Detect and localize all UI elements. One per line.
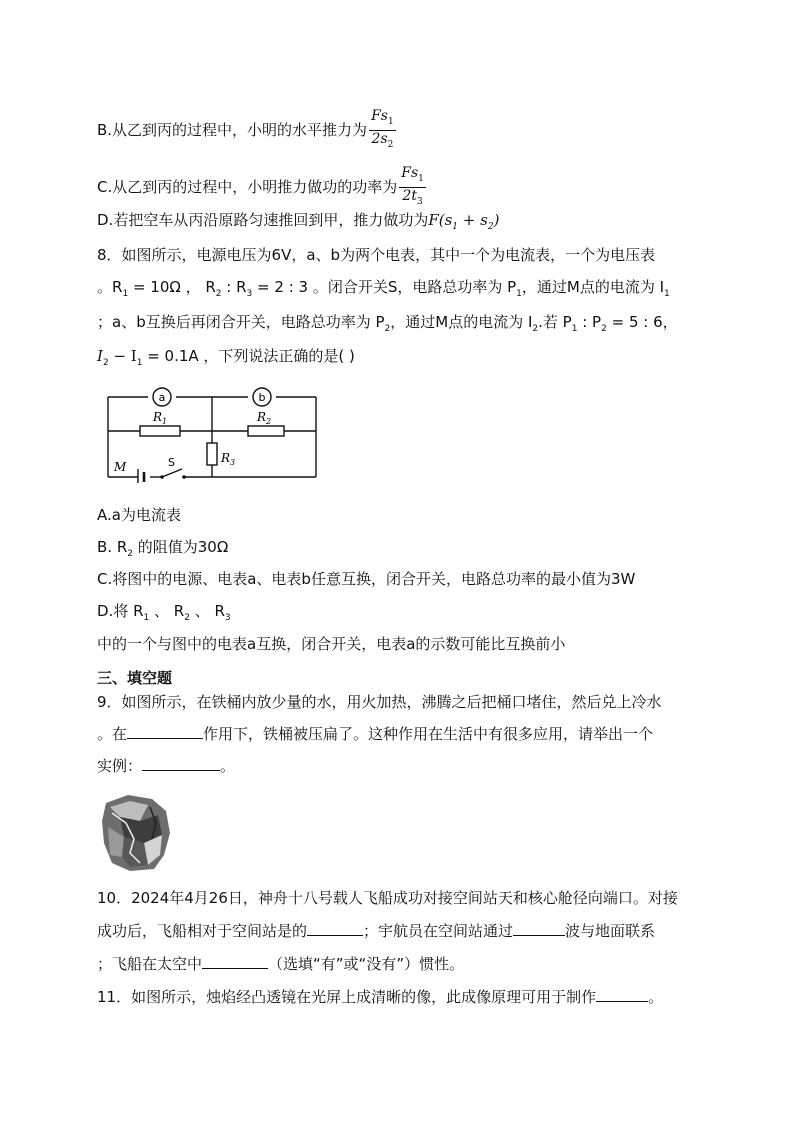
q9-line3: 实例： 。 [97, 757, 236, 775]
q7-b-fraction: $\frac{Fs_1}{2s_2}$ [371, 108, 394, 150]
resistor-r1 [140, 410, 180, 436]
meter-a [153, 388, 171, 406]
resistor-r2 [248, 410, 284, 436]
crumpled-bucket-image [100, 793, 172, 873]
q7-option-c: C.从乙到丙的过程中，小明推力做功的功率为 $\frac{Fs_1}{2t_3}$ [97, 165, 428, 210]
q7-d-formula: $F(s_1 + s_2)$ [428, 211, 500, 232]
q8-option-a: A.a为电流表 [97, 506, 181, 524]
q8-line3: ；a、b互换后再闭合开关，电路总功率为 $P_2$，通过M点的电流为 $I_2$.若 $P_1$ : $P_2 = 5$ : 6， [97, 313, 678, 334]
q10-blank-2[interactable] [513, 921, 565, 936]
meter-b [253, 388, 271, 406]
q8-option-c: C.将图中的电源、电表a、电表b任意互换，闭合开关，电路总功率的最小值为3W [97, 570, 636, 588]
q7-c-fraction: $\frac{Fs_1}{2t_3}$ [401, 165, 424, 207]
circuit-diagram [100, 383, 322, 483]
q8-line1: 8．如图所示，电源电压为6V，a、b为两个电表，其中一个为电流表，一个为电压表 [97, 246, 656, 264]
svg-text:b: b [258, 391, 266, 404]
svg-text:R2: $R_2$ [257, 410, 272, 426]
svg-text:R3: $R_3$ [221, 451, 236, 467]
svg-text:a: a [158, 391, 166, 404]
q9-line1: 9．如图所示，在铁桶内放少量的水，用火加热，沸腾之后把桶口堵住，然后兑上冷水 [97, 693, 662, 711]
q8-line2: 。$R_1 = 10\Omega$ ， $R_2$ : $R_3 = 2$ : 3 。闭合开关S，电路总功率为 $P_1$，通过M点的电流为 $I_1$ [97, 278, 670, 299]
q9-blank-1[interactable] [127, 724, 203, 739]
q10-blank-3[interactable] [202, 954, 268, 969]
switch-icon [160, 456, 186, 479]
q10-line3: ；飞船在太空中 （选填“有”或“没有”）惯性。 [97, 955, 465, 973]
section-title: 三、填空题 [97, 669, 173, 687]
q8-line4: $I_2 - I_1 = 0.1A$ ，下列说法正确的是( ) [97, 347, 355, 368]
q10-line2: 成功后，飞船相对于空间站是的 ；宇航员在空间站通过 波与地面联系 [97, 922, 656, 940]
q10-line1: 10．2024年4月26日，神舟十八号载人飞船成功对接空间站天和核心舱径向端口。对接 [97, 889, 678, 907]
q9-blank-2[interactable] [142, 756, 220, 771]
resistor-r3 [207, 443, 235, 467]
q7-option-d: D.若把空车从丙沿原路匀速推回到甲，推力做功为$F(s_1 + s_2)$ [97, 211, 500, 232]
svg-text:R1: $R_1$ [153, 410, 168, 426]
point-m-label: M [114, 460, 127, 474]
q11-line1: 11．如图所示，烛焰经凸透镜在光屏上成清晰的像，此成像原理可用于制作 。 [97, 988, 664, 1006]
q7-option-b: B.从乙到丙的过程中，小明的水平推力为 $\frac{Fs_1}{2s_2}$ [97, 108, 398, 153]
q8-option-d: D.将 $R_1$ 、 $R_2$ 、 $R_3$ [97, 602, 231, 623]
q8-option-d-line2: 中的一个与图中的电表a互换，闭合开关，电表a的示数可能比互换前小 [97, 635, 566, 653]
q10-blank-1[interactable] [307, 921, 363, 936]
q9-line2: 。在 作用下，铁桶被压扁了。这种作用在生活中有很多应用，请举出一个 [97, 725, 654, 743]
q11-blank-1[interactable] [596, 987, 648, 1002]
svg-text:S: S [168, 456, 175, 469]
q8-option-b: B. $R_2$ 的阻值为30Ω [97, 538, 229, 559]
battery-icon [138, 469, 144, 483]
